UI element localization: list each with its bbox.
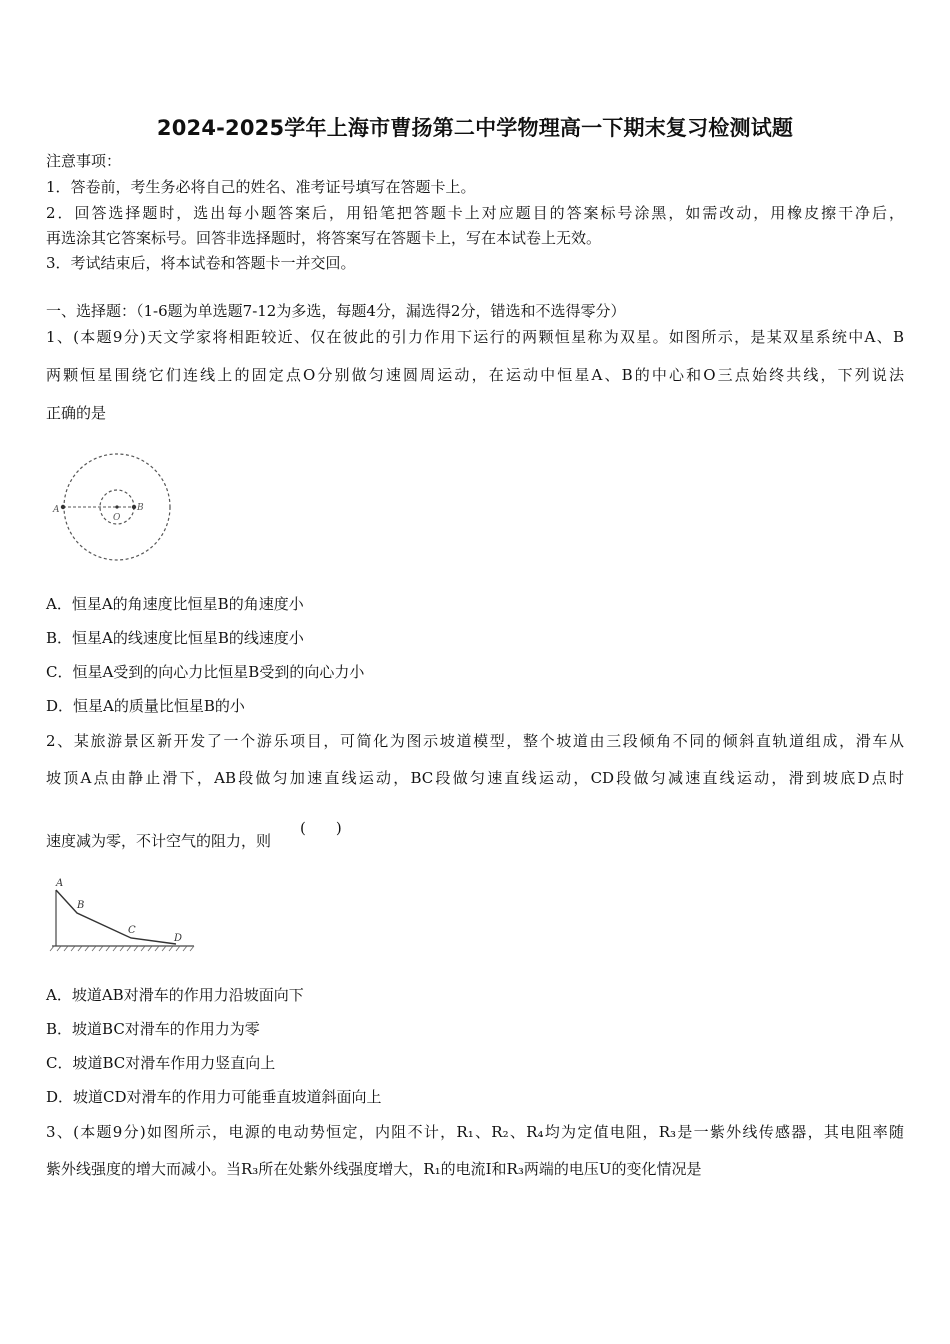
q2-option-a: A．坡道AB对滑车的作用力沿坡面向下 [46, 986, 304, 1004]
label-c: C [128, 925, 136, 936]
slope-figure [44, 870, 204, 954]
notice-item-1: 1．答卷前，考生务必将自己的姓名、准考证号填写在答题卡上。 [46, 178, 476, 196]
slope-track [56, 890, 176, 944]
q1-option-c: C．恒星A受到的向心力比恒星B受到的向心力小 [46, 663, 365, 681]
label-b: B [137, 503, 144, 513]
q1-stem-line2: 两颗恒星围绕它们连线上的固定点O分别做匀速圆周运动，在运动中恒星A、B的中心和O三点始终共线，下列说法 [46, 366, 904, 384]
q2-option-c: C．坡道BC对滑车作用力竖直向上 [46, 1054, 276, 1072]
center-o-dot [115, 505, 118, 508]
q2-answer-bracket: ( ) [300, 819, 342, 837]
notice-heading: 注意事项： [46, 152, 122, 170]
notice-item-2b: 再选涂其它答案标号。回答非选择题时，将答案写在答题卡上，写在本试卷上无效。 [46, 229, 602, 247]
q1-option-b: B．恒星A的线速度比恒星B的线速度小 [46, 629, 304, 647]
notice-item-2a: 2．回答选择题时，选出每小题答案后，用铅笔把答题卡上对应题目的答案标号涂黑，如需改动，用橡皮擦干净后， [46, 204, 904, 222]
label-o: O [113, 513, 121, 523]
q2-option-d: D．坡道CD对滑车的作用力可能垂直坡道斜面向上 [46, 1088, 382, 1106]
q1-stem-line3: 正确的是 [46, 404, 107, 422]
notice-item-3: 3．考试结束后，将本试卷和答题卡一并交回。 [46, 254, 356, 272]
label-a: A [53, 505, 60, 515]
q2-stem-line1: 2、某旅游景区新开发了一个游乐项目，可简化为图示坡道模型，整个坡道由三段倾角不同的倾斜直轨道组成，滑车从 [46, 732, 904, 750]
q2-stem-line2: 坡顶A点由静止滑下，AB段做匀加速直线运动，BC段做匀速直线运动，CD段做匀减速直线运动，滑到坡底D点时 [46, 769, 904, 787]
q1-option-d: D．恒星A的质量比恒星B的小 [46, 697, 245, 715]
page-title: 2024-2025学年上海市曹扬第二中学物理高一下期末复习检测试题 [156, 116, 794, 140]
star-b-dot [132, 505, 136, 509]
ground-hatching [50, 946, 194, 951]
q1-stem-line1: 1、(本题9分)天文学家将相距较近、仅在彼此的引力作用下运行的两颗恒星称为双星。如图所示，是某双星系统中A、B [46, 328, 904, 346]
label-d: D [174, 933, 183, 944]
label-b: B [77, 900, 85, 911]
label-a: A [56, 878, 64, 889]
q2-option-b: B．坡道BC对滑车的作用力为零 [46, 1020, 260, 1038]
binary-star-figure [44, 440, 184, 576]
star-a-dot [61, 505, 65, 509]
q3-stem-line1: 3、(本题9分)如图所示，电源的电动势恒定，内阻不计，R₁、R₂、R₄均为定值电阻，R₃是一紫外线传感器，其电阻率随 [46, 1123, 904, 1141]
q2-stem-line3: 速度减为零，不计空气的阻力，则 [46, 832, 272, 850]
section-heading: 一、选择题：（1-6题为单选题7-12为多选，每题4分，漏选得2分，错选和不选得零分） [46, 302, 626, 320]
q3-stem-line2: 紫外线强度的增大而减小。当R₃所在处紫外线强度增大，R₁的电流I和R₃两端的电压U的变化情况是 [46, 1160, 702, 1178]
q1-option-a: A．恒星A的角速度比恒星B的角速度小 [46, 595, 304, 613]
